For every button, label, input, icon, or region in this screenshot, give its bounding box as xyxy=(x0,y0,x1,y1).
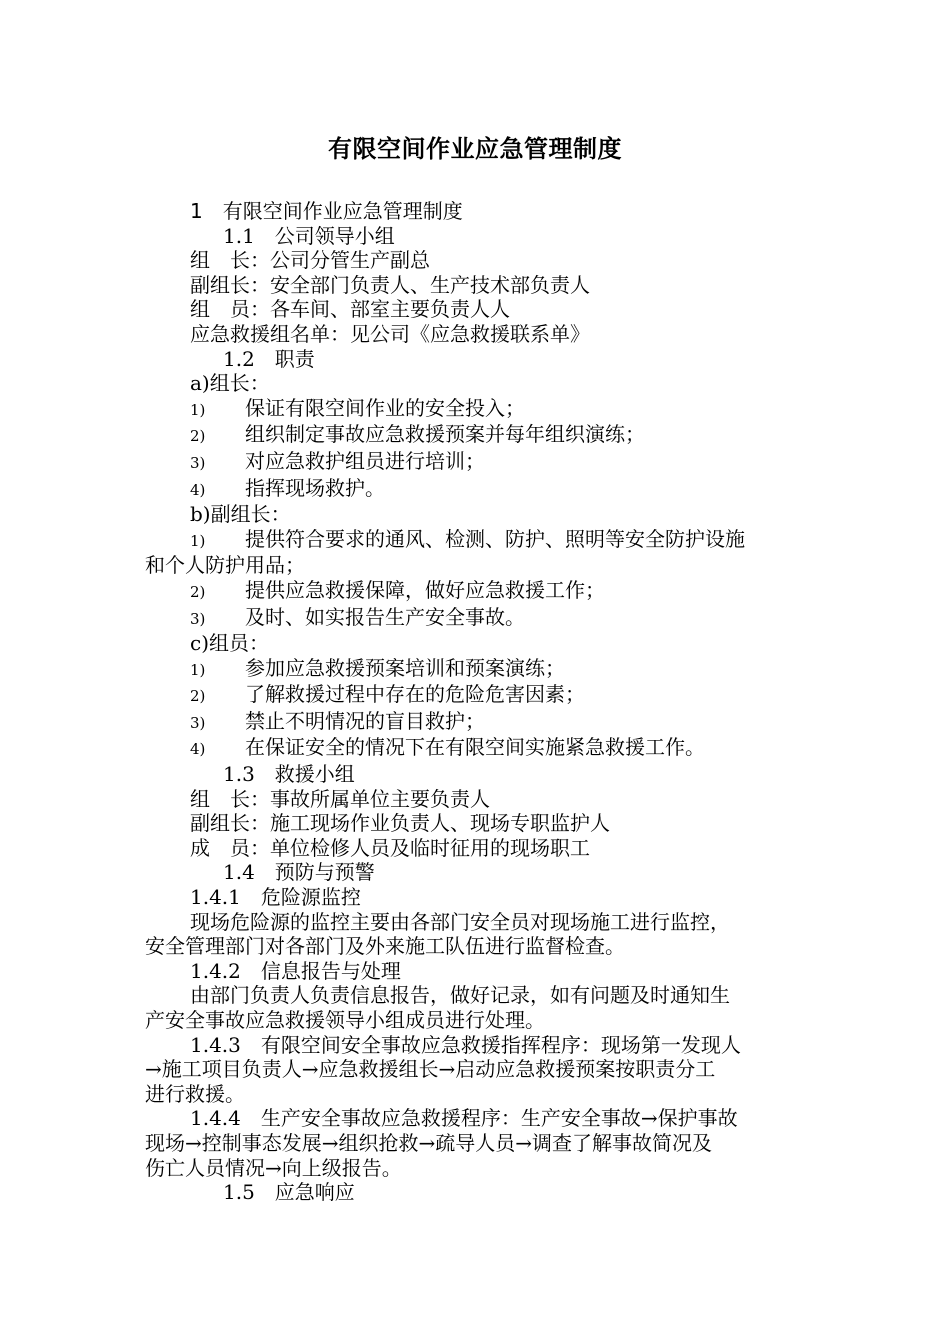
list-item-number: 3) xyxy=(190,453,206,472)
text-line: 成 员：单位检修人员及临时征用的现场职工 xyxy=(190,835,590,860)
list-item xyxy=(145,476,807,503)
list-item-number: 1) xyxy=(190,660,206,679)
list-item-text: 提供应急救援保障，做好应急救援工作； xyxy=(245,577,605,602)
text-line: 组 长：事故所属单位主要负责人 xyxy=(190,786,490,811)
text-line: 1.4.1 危险源监控 xyxy=(190,885,361,910)
paragraph-line: 1.4.4 生产安全事故应急救援程序：生产安全事故→保护事故 xyxy=(190,1106,738,1131)
text-line: 组 长：公司分管生产副总 xyxy=(190,248,430,273)
subsection-heading: 1.2 职责 xyxy=(223,346,315,371)
list-item xyxy=(145,527,807,554)
list-item-number: 1) xyxy=(190,400,206,419)
list-item xyxy=(145,422,807,449)
paragraph-line: 由部门负责人负责信息报告，做好记录，如有问题及时通知生 xyxy=(190,983,730,1008)
list-item-text: 指挥现场救护。 xyxy=(245,475,385,500)
text-line: 副组长：安全部门负责人、生产技术部负责人 xyxy=(190,272,590,297)
list-item-number: 2) xyxy=(190,687,206,706)
list-item-number: 2) xyxy=(190,582,206,601)
list-item xyxy=(145,682,807,709)
paragraph-continuation: 进行救援。 xyxy=(145,1081,245,1106)
list-item-number: 3) xyxy=(190,609,206,628)
list-item xyxy=(145,709,807,736)
document-body xyxy=(145,199,807,1205)
subsection-heading: 1.1 公司领导小组 xyxy=(223,223,395,248)
list-item-text: 参加应急救援预案培训和预案演练； xyxy=(245,655,565,680)
paragraph-continuation: 现场→控制事态发展→组织抢救→疏导人员→调查了解事故简况及 xyxy=(145,1130,713,1155)
list-item xyxy=(145,396,807,423)
list-item-text: 及时、如实报告生产安全事故。 xyxy=(245,604,525,629)
list-item-number: 3) xyxy=(190,713,206,732)
text-line: b)副组长： xyxy=(190,502,291,527)
list-item-number: 4) xyxy=(190,740,206,759)
page-title: 有限空间作业应急管理制度 xyxy=(328,135,622,163)
list-item-text: 对应急救护组员进行培训； xyxy=(245,448,485,473)
subsection-heading: 1.3 救援小组 xyxy=(223,762,355,787)
list-item-number: 1) xyxy=(190,531,206,550)
text-line: a)组长： xyxy=(190,371,270,396)
list-item xyxy=(145,656,807,683)
list-item-text: 提供符合要求的通风、检测、防护、照明等安全防护设施 xyxy=(245,526,745,551)
subsection-heading: 1.4 预防与预警 xyxy=(223,860,375,885)
list-item-number: 2) xyxy=(190,427,206,446)
paragraph-continuation: →施工项目负责人→应急救援组长→启动应急救援预案按职责分工 xyxy=(145,1057,716,1082)
text-line: c)组员： xyxy=(190,631,270,656)
text-line: 1.4.2 信息报告与处理 xyxy=(190,958,401,983)
paragraph-continuation: 产安全事故应急救援领导小组成员进行处理。 xyxy=(145,1008,545,1032)
paragraph-continuation: 伤亡人员情况→向上级报告。 xyxy=(145,1155,402,1180)
list-item-text: 了解救援过程中存在的危险危害因素； xyxy=(245,682,585,707)
text-line: 副组长：施工现场作业负责人、现场专职监护人 xyxy=(190,811,610,836)
list-item-text: 在保证安全的情况下在有限空间实施紧急救援工作。 xyxy=(245,735,705,760)
subsection-heading: 1.5 应急响应 xyxy=(223,1180,355,1205)
text-line: 组 员：各车间、部室主要负责人人 xyxy=(190,297,510,322)
paragraph-continuation: 安全管理部门对各部门及外来施工队伍进行监督检查。 xyxy=(145,934,625,959)
text-line: 应急救援组名单：见公司《应急救援联系单》 xyxy=(190,321,590,346)
list-item-text: 组织制定事故应急救援预案并每年组织演练； xyxy=(245,422,645,447)
list-item-text: 禁止不明情况的盲目救护； xyxy=(245,708,485,733)
list-item xyxy=(145,735,807,762)
list-item xyxy=(145,578,807,605)
list-item-continuation: 和个人防护用品； xyxy=(145,553,305,578)
section-heading: 1 有限空间作业应急管理制度 xyxy=(190,199,463,223)
list-item xyxy=(145,449,807,476)
list-item-text: 保证有限空间作业的安全投入； xyxy=(245,395,525,420)
list-item-number: 4) xyxy=(190,480,206,499)
paragraph-line: 1.4.3 有限空间安全事故应急救援指挥程序：现场第一发现人 xyxy=(190,1032,741,1057)
paragraph-line: 现场危险源的监控主要由各部门安全员对现场施工进行监控， xyxy=(190,909,730,934)
list-item xyxy=(145,605,807,632)
